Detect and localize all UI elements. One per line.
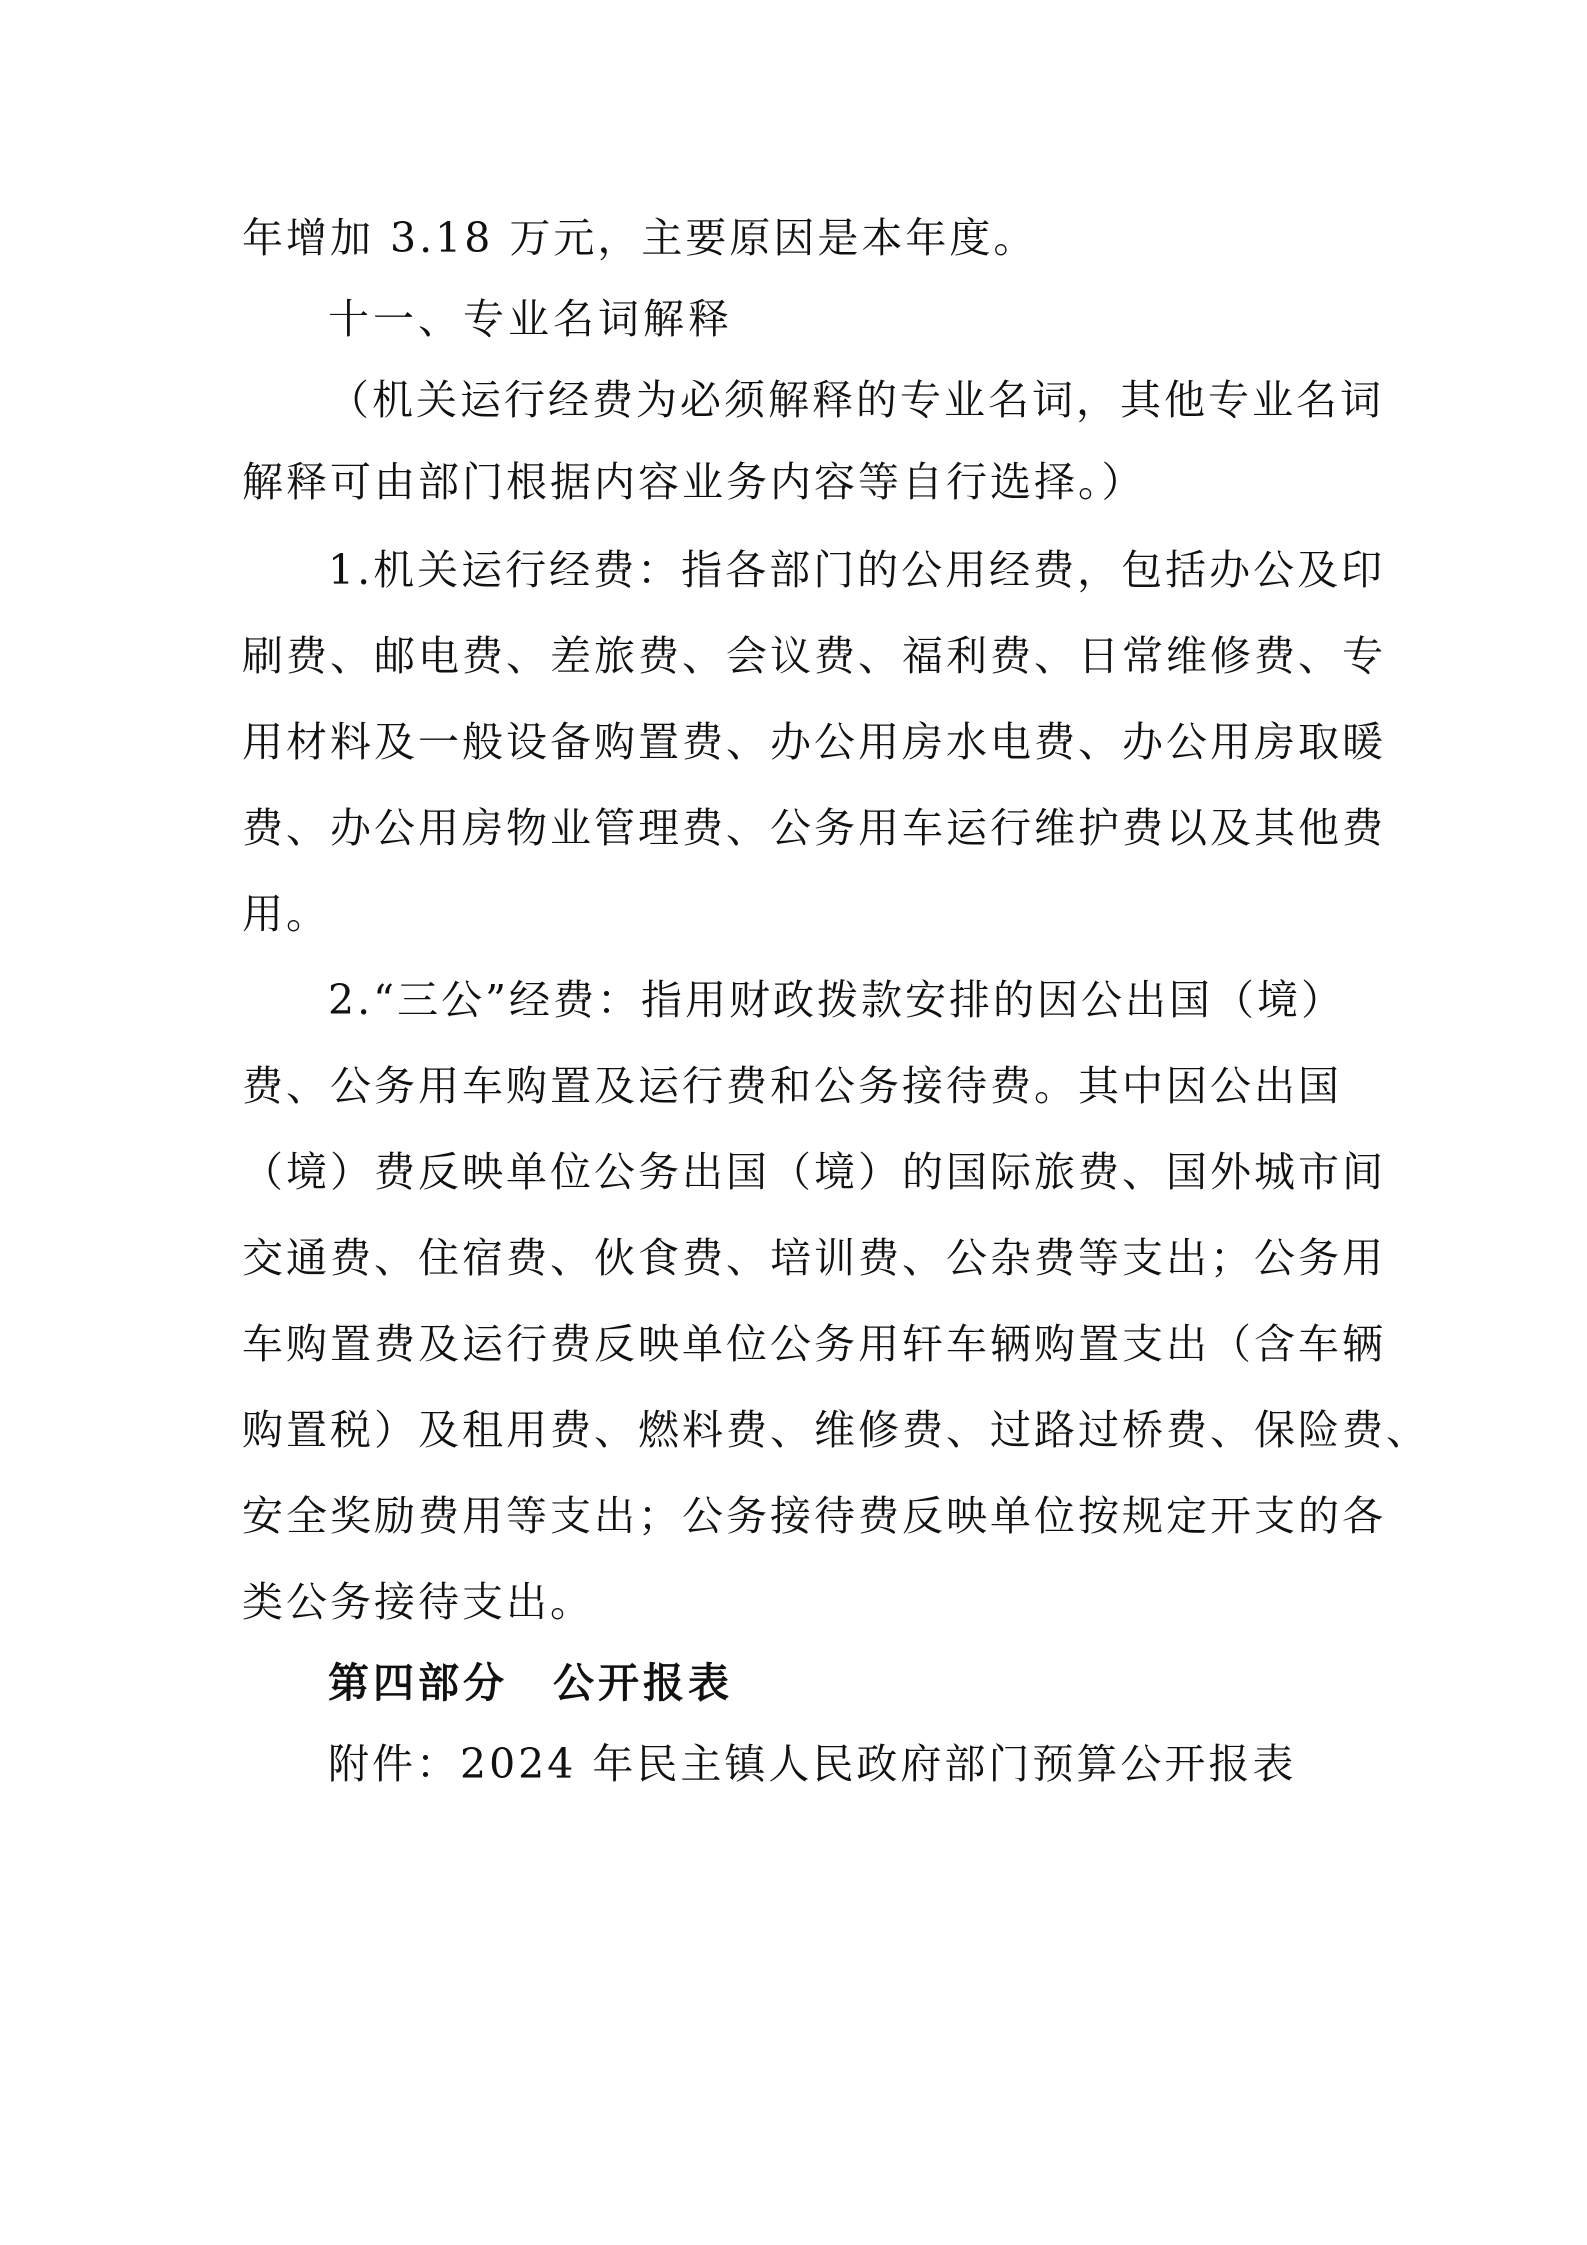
text-line-item-2-cont-5: 购置税）及租用费、燃料费、维修费、过路过桥费、保险费、 [242,1406,1430,1454]
text-line-item-2-start: 2.“三公”经费：指用财政拨款安排的因公出国（境） [328,976,1346,1024]
text-line-item-2-cont-3: 交通费、住宿费、伙食费、培训费、公杂费等支出；公务用 [242,1234,1386,1282]
text-line-item-2-end: 类公务接待支出。 [242,1578,594,1626]
text-line-budget-increase: 年增加 3.18 万元，主要原因是本年度。 [242,214,1038,262]
text-line-item-1-end: 用。 [242,890,330,938]
text-line-item-2-cont-6: 安全奖励费用等支出；公务接待费反映单位按规定开支的各 [242,1492,1386,1540]
text-line-terms-note-2: 解释可由部门根据内容业务内容等自行选择。） [242,458,1146,506]
text-line-item-2-cont-2: （境）费反映单位公务出国（境）的国际旅费、国外城市间 [242,1148,1386,1196]
text-line-item-1-start: 1.机关运行经费：指各部门的公用经费，包括办公及印 [328,546,1386,594]
text-line-terms-note-1: （机关运行经费为必须解释的专业名词，其他专业名词 [328,376,1384,424]
section-heading-terms: 十一、专业名词解释 [328,295,733,343]
section-heading-part-four: 第四部分 公开报表 [328,1659,733,1707]
text-line-item-1-cont-3: 费、办公用房物业管理费、公务用车运行维护费以及其他费 [242,804,1386,852]
text-line-item-2-cont-1: 费、公务用车购置及运行费和公务接待费。其中因公出国 [242,1062,1342,1110]
text-line-item-2-cont-4: 车购置费及运行费反映单位公务用轩车辆购置支出（含车辆 [242,1320,1386,1368]
text-line-item-1-cont-2: 用材料及一般设备购置费、办公用房水电费、办公用房取暖 [242,718,1386,766]
attachment-line: 附件：2024 年民主镇人民政府部门预算公开报表 [328,1740,1297,1788]
text-line-item-1-cont-1: 刷费、邮电费、差旅费、会议费、福利费、日常维修费、专 [242,632,1386,680]
